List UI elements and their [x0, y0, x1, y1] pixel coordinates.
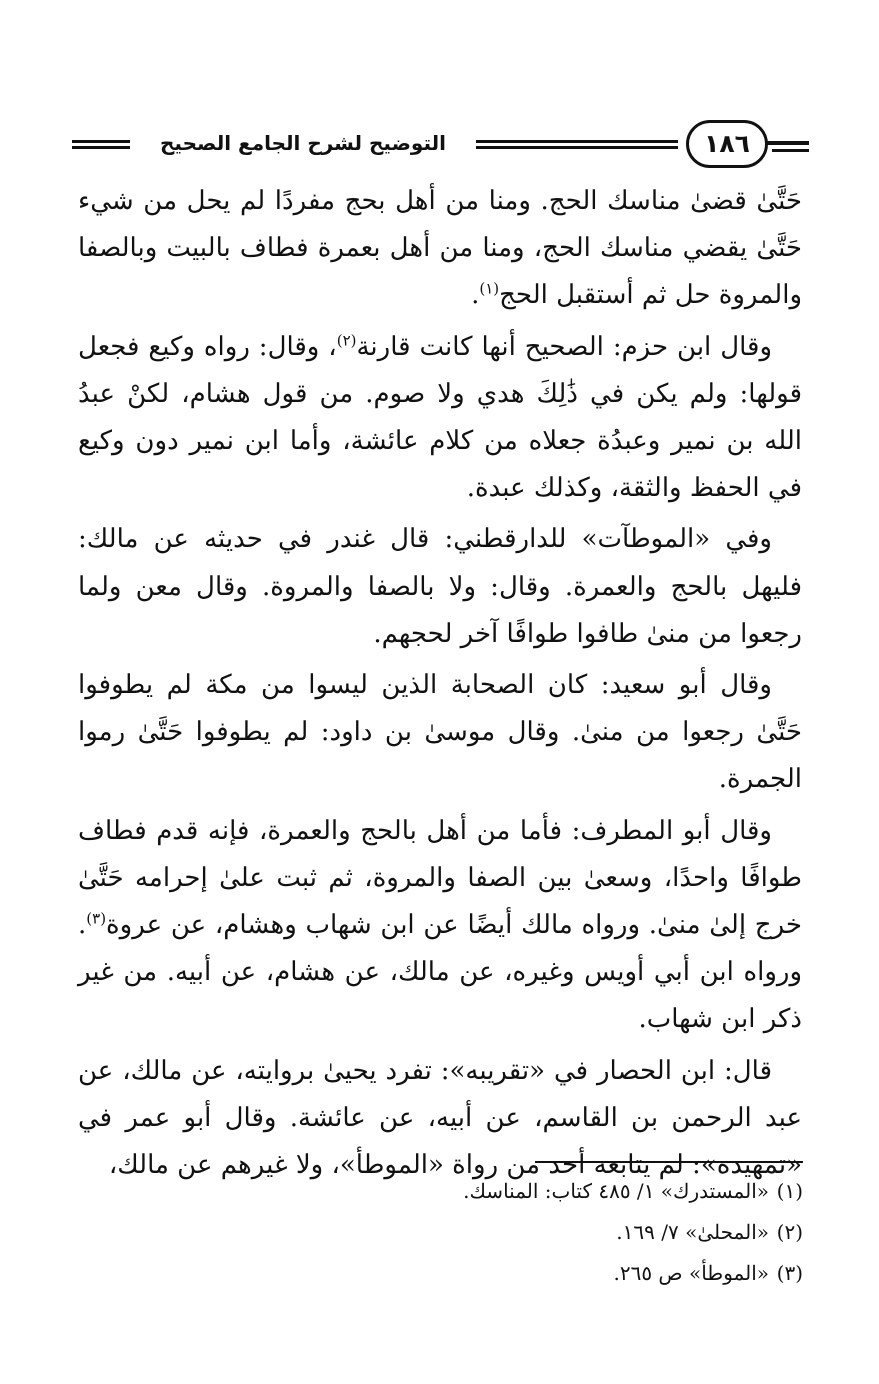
paragraph [78, 1048, 802, 1190]
footnote-item [300, 1253, 803, 1294]
paragraph-text: وقال أبو المطرف: فأما من أهل بالحج والعمرة، فإنه قدم فطاف طوافًا واحدًا، وسعىٰ بين الصفا والمروة، ثم ثبت علىٰ إحرامه حَتَّىٰ خرج إلىٰ منىٰ. ورواه مالك أيضًا عن ابن شهاب وهشام، عن عروة [78, 815, 802, 941]
header-rule-right-thin [772, 149, 809, 152]
footnotes [300, 1171, 803, 1294]
paragraph-text: حَتَّىٰ قضىٰ مناسك الحج. ومنا من أهل بحج مفردًا لم يحل من شيء حَتَّىٰ يقضي مناسك الحج، ومنا من أهل بعمرة فطاف بالبيت وبالصفا والمروة حل ثم أستقبل الحج [78, 186, 802, 311]
header-rule-left [72, 140, 130, 149]
footnote-text: «المحلىٰ» ٧/ ١٦٩. [616, 1220, 769, 1244]
paragraph-text: وقال أبو سعيد: كان الصحابة الذين ليسوا من مكة لم يطوفوا حَتَّىٰ رجعوا من منىٰ. وقال موسىٰ بن داود: لم يطوفوا حَتَّىٰ رموا الجمرة. [78, 670, 802, 795]
running-header [72, 118, 809, 174]
book-title: التوضيح لشرح الجامع الصحيح [160, 131, 446, 155]
header-rule-right [765, 141, 809, 145]
footnote-number: (١) [776, 1179, 803, 1203]
main-text [78, 178, 802, 1193]
footnote-separator [535, 1161, 803, 1163]
paragraph-text: وفي «الموطآت» للدارقطني: قال غندر في حديثه عن مالك: فليهل بالحج والعمرة. وقال: ولا بالصفا والمروة. وقال معن ولما رجعوا من منىٰ طافوا طوافًا آخر لحجهم. [78, 524, 802, 649]
footnote-number: (٢) [776, 1220, 803, 1244]
paragraph [78, 178, 802, 320]
paragraph [78, 324, 802, 513]
footnote-item [300, 1212, 803, 1253]
paragraph [78, 808, 802, 1044]
paragraph-text: قال: ابن الحصار في «تقريبه»: تفرد يحيىٰ بروايته، عن مالك، عن عبد الرحمن بن القاسم، عن أبيه، عن عائشة. وقال أبو عمر في «تمهيده»: لم يتابعه أحد من رواة «الموطأ»، ولا غيرهم عن مالك، [78, 1055, 802, 1181]
paragraph [78, 516, 802, 658]
footnote-text: «المستدرك» ١/ ٤٨٥ كتاب: المناسك. [463, 1179, 769, 1203]
footnote-reference[interactable]: (٢) [336, 330, 357, 349]
footnote-item [300, 1171, 803, 1212]
paragraph-text: وقال ابن حزم: الصحيح أنها كانت قارنة [356, 331, 773, 362]
footnote-reference[interactable]: (٣) [86, 909, 107, 928]
paragraph-text: ، وقال: رواه وكيع فجعل قولها: ولم يكن في ذَٰلِكَ هدي ولا صوم. من قول هشام، لكنْ عبدُ الله بن نمير وعبدُة جعلاه من كلام عائشة، وأما ابن نمير دون وكيع في الحفظ والثقة، وكذلك عبدة. [78, 331, 802, 504]
paragraph-text: . [471, 280, 480, 311]
footnote-number: (٣) [776, 1261, 803, 1285]
page-number: ١٨٦ [686, 120, 768, 168]
paragraph-text: . ورواه ابن أبي أويس وغيره، عن مالك، عن هشام، عن أبيه. من غير ذكر ابن شهاب. [78, 910, 802, 1035]
header-rule-middle [476, 140, 678, 149]
footnote-text: «الموطأ» ص ٢٦٥. [613, 1261, 769, 1285]
footnote-reference[interactable]: (١) [479, 279, 500, 298]
paragraph [78, 662, 802, 804]
